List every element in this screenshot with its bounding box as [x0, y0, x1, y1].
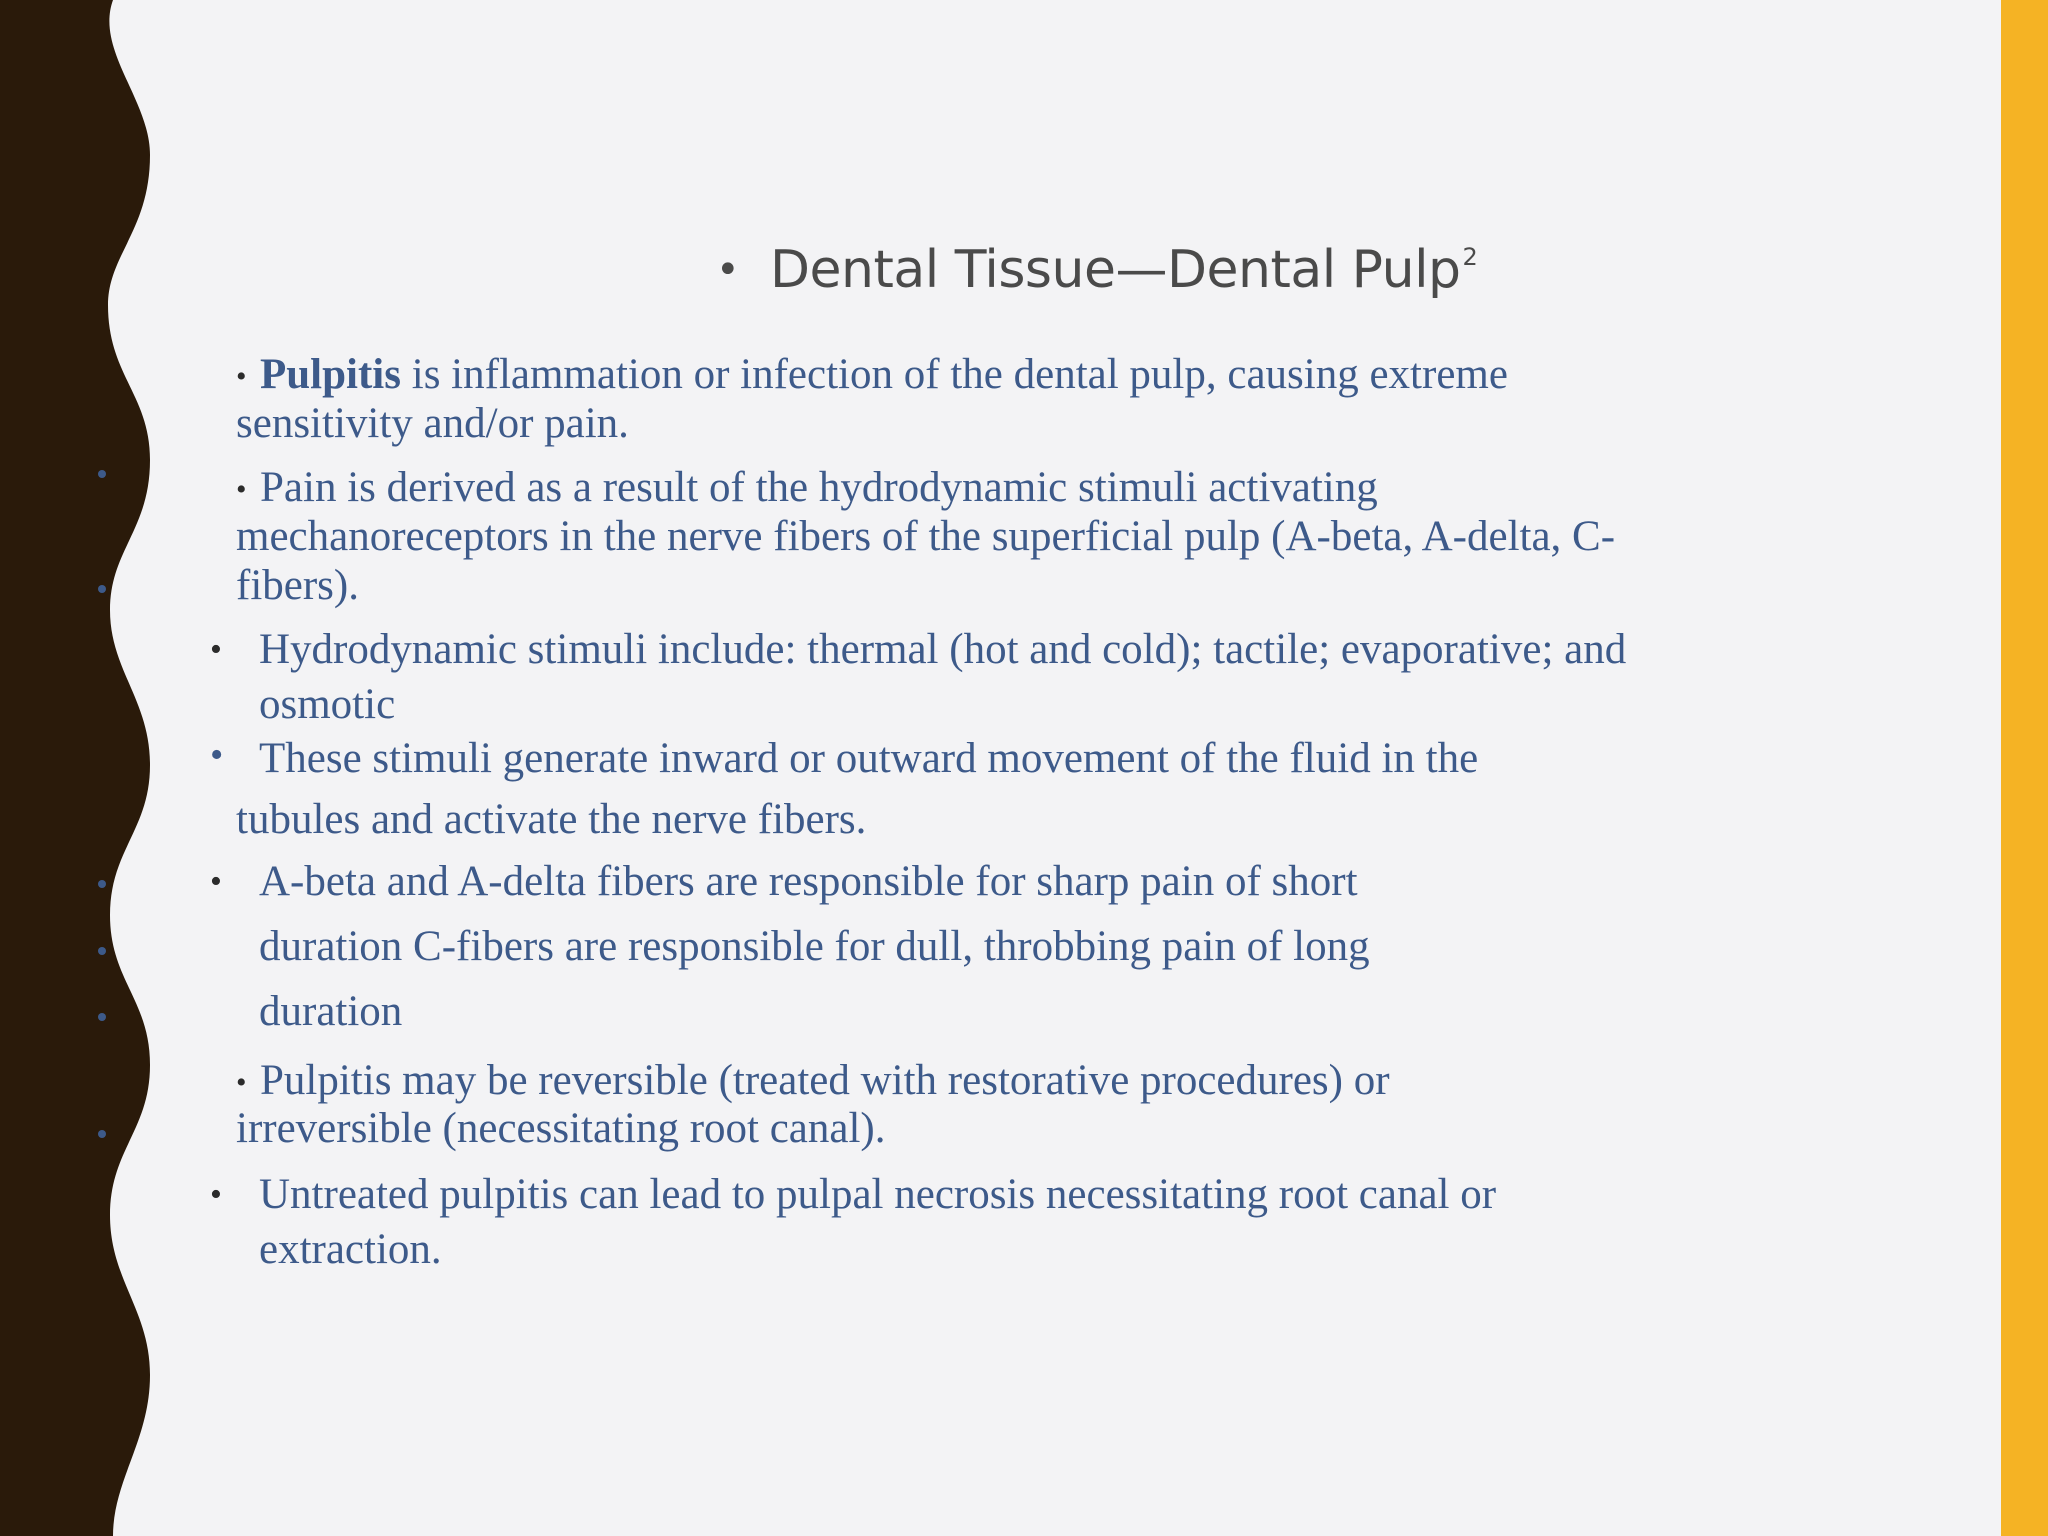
bullet-line: mechanoreceptors in the nerve fibers of the superficial pulp (A-beta, A-delta, C-	[236, 513, 1616, 560]
bullet-line: duration	[259, 988, 403, 1035]
accent-bar	[2001, 0, 2048, 1536]
stray-bullet-dot	[98, 585, 106, 593]
bullet-line: osmotic	[259, 681, 396, 728]
stray-bullet-dot	[98, 470, 106, 478]
bullet-line: fibers).	[236, 562, 359, 609]
bullet-line: tubules and activate the nerve fibers.	[236, 796, 867, 843]
term-pulpitis: Pulpitis	[260, 351, 401, 398]
bullet-line: Untreated pulpitis can lead to pulpal necrosis necessitating root canal or	[259, 1171, 1497, 1218]
bullet-line: irreversible (necessitating root canal).	[236, 1105, 886, 1152]
bullet-line: Pulpitis is inflammation or infection of the dental pulp, causing extreme	[260, 351, 1508, 398]
bullet-line: Pain is derived as a result of the hydrodynamic stimuli activating	[260, 464, 1378, 511]
title-text: Dental Tissue—Dental Pulp	[770, 240, 1461, 300]
bullet-line: These stimuli generate inward or outward movement of the fluid in the	[259, 735, 1479, 782]
bullet-marker: •	[210, 734, 224, 776]
bullet-line: Pulpitis may be reversible (treated with restorative procedures) or	[260, 1057, 1390, 1104]
stray-bullet-dot	[98, 1013, 106, 1021]
wave-decoration	[0, 0, 200, 1536]
page-title	[716, 240, 1477, 300]
stray-bullet-dot	[98, 947, 106, 955]
stray-bullet-dot	[98, 1130, 106, 1138]
stray-bullet-dot	[98, 880, 106, 888]
bullet-line: extraction.	[259, 1226, 442, 1273]
title-reference: 2	[1462, 243, 1478, 271]
bullet-line: Hydrodynamic stimuli include: thermal (hot and cold); tactile; evaporative; and	[259, 626, 1627, 673]
bullet-marker: •	[210, 631, 222, 668]
bullet-marker: •	[210, 1176, 222, 1213]
bullet-line: sensitivity and/or pain.	[236, 400, 629, 447]
bullet-marker: •	[236, 1066, 247, 1099]
bullet-marker: •	[236, 473, 247, 506]
bullet-marker: •	[236, 360, 247, 393]
bullet-marker: •	[210, 863, 222, 900]
title-bullet: •	[716, 247, 740, 293]
bullet-line: duration C-fibers are responsible for dull, throbbing pain of long	[259, 923, 1370, 970]
bullet-line: A-beta and A-delta fibers are responsible for sharp pain of short	[259, 858, 1358, 905]
